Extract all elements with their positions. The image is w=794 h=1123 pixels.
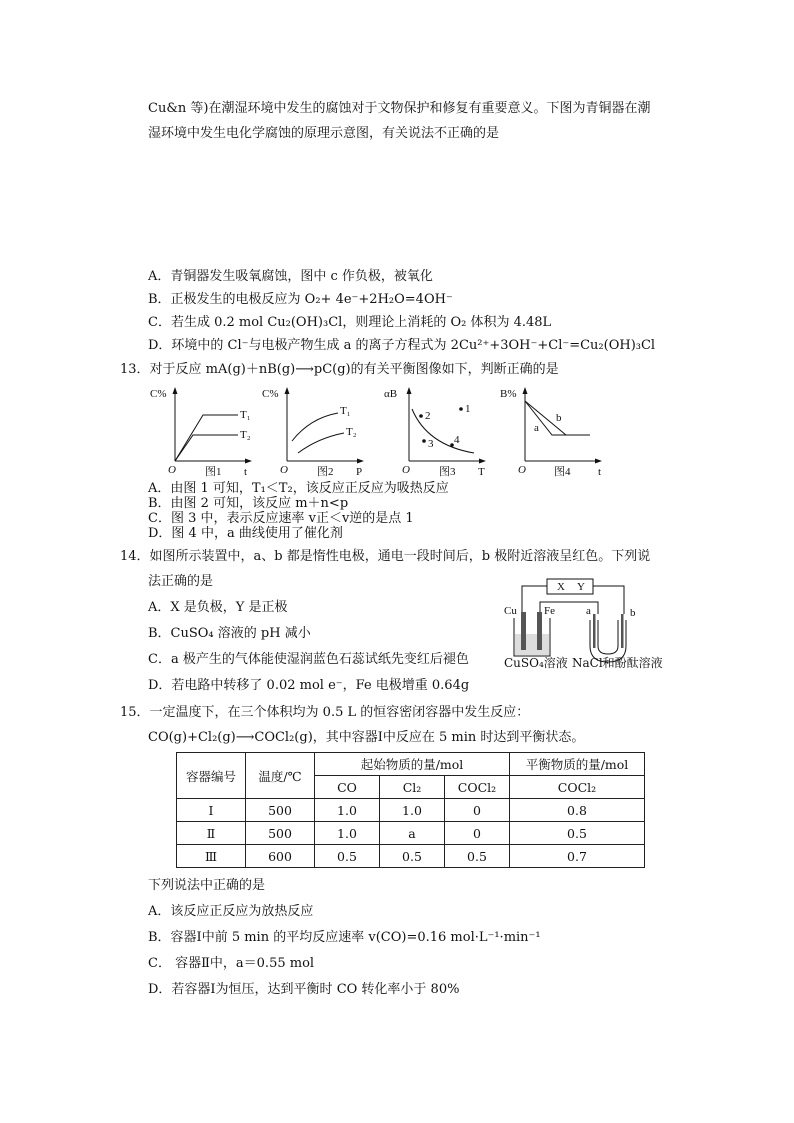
b-electrode-label: b [630,607,636,619]
q14-stem-line2: 法正确的是 [148,574,214,589]
fig1-curve-t1: T₁ [240,409,251,421]
q12-option-a: A．青铜器发生吸氧腐蚀，图中 c 作负极，被氧化 [148,269,433,284]
q12-option-c: C．若生成 0.2 mol Cu₂(OH)₃Cl，则理论上消耗的 O₂ 体积为 4.48L [148,315,552,330]
fe-electrode-label: Fe [544,605,555,617]
q13-option-b: B．由图 2 可知，该反应 m＋n<p [148,496,349,511]
table-cell: Ⅰ [177,799,246,822]
power-x-label: X [557,581,565,593]
table-cell: Ⅱ [177,822,246,845]
fig3-point-4: 4 [454,434,460,446]
cu-electrode-label: Cu [504,605,517,617]
table-cell: 0.8 [510,799,645,822]
table-row [177,845,645,868]
electrolysis-apparatus [502,574,672,674]
fig4-origin: O [518,464,526,476]
q15-option-c: C． 容器Ⅱ中，a＝0.55 mol [148,956,315,971]
table-cell: 0.5 [315,845,380,868]
q13-option-a: A．由图 1 可知，T₁＜T₂，该反应正反应为吸热反应 [148,481,449,496]
subheader-eq-cocl2: COCl₂ [510,776,645,799]
q12-option-b: B．正极发生的电极反应为 O₂+ 4e⁻+2H₂O=4OH⁻ [148,292,453,307]
q14-option-d: D．若电路中转移了 0.02 mol e⁻，Fe 电极增重 0.64g [148,678,470,693]
q12-intro-line2: 湿环境中发生电化学腐蚀的原理示意图，有关说法不正确的是 [148,126,500,141]
fig3-caption: 图3 [439,466,456,478]
table-row [177,799,645,822]
fig2-curve-t2: T₂ [346,426,357,438]
q13-figure-3 [382,383,492,482]
table-cell: 0.5 [510,822,645,845]
fig1-origin: O [168,464,176,476]
table-cell: 1.0 [380,799,445,822]
q15-stem-line2: CO(g)+Cl₂(g)⟶COCl₂(g)，其中容器Ⅰ中反应在 5 min 时达到平衡状态。 [148,730,585,745]
fig3-origin: O [402,464,410,476]
q14-stem-line1: 14．如图所示装置中，a、b 都是惰性电极，通电一段时间后，b 极附近溶液呈红色。下列说 [120,549,651,564]
subheader-cocl2: COCl₂ [445,776,510,799]
subheader-co: CO [315,776,380,799]
fig2-curve-t1: T₁ [340,405,351,417]
q14-option-a: A．X 是负极，Y 是正极 [148,600,288,615]
fig1-curve-t2: T₂ [240,429,251,441]
fig4-x-label: t [598,466,602,478]
header-equilibrium-amount: 平衡物质的量/mol [510,753,645,776]
table-cell: Ⅲ [177,845,246,868]
q13-figures [148,383,618,478]
fig3-y-label: αB [384,388,398,400]
header-container: 容器编号 [177,753,246,799]
a-electrode-label: a [586,605,591,617]
q13-figure-1 [148,383,258,482]
fig3-point-3: 3 [428,438,434,450]
table-cell: 1.0 [315,822,380,845]
q13-figure-4 [498,383,610,482]
power-y-label: Y [577,581,585,593]
q12-intro-line1: Cu&n 等)在潮湿环境中发生的腐蚀对于文物保护和修复有重要意义。下图为青铜器在潮 [148,101,651,116]
table-cell: 500 [246,799,315,822]
subheader-cl2: Cl₂ [380,776,445,799]
table-cell: 0 [445,799,510,822]
header-temperature: 温度/℃ [246,753,315,799]
fig3-point-1: 1 [465,403,471,415]
q15-option-b: B．容器Ⅰ中前 5 min 的平均反应速率 v(CO)=0.16 mol·L⁻¹·min⁻¹ [148,930,541,945]
q15-option-a: A．该反应正反应为放热反应 [148,904,314,919]
fig3-x-label: T [478,466,485,478]
fig1-y-label: C% [150,388,167,400]
fig2-caption: 图2 [317,466,334,478]
q15-option-d: D．若容器Ⅰ为恒压，达到平衡时 CO 转化率小于 80% [148,982,460,997]
fig2-x-label: P [356,466,363,478]
q12-option-d: D．环境中的 Cl⁻与电极产物生成 a 的离子方程式为 2Cu²⁺+3OH⁻+Cl⁻=Cu₂(OH)₃Cl [148,338,656,353]
fig4-curve-a: a [534,422,539,434]
fig4-curve-b: b [556,412,562,424]
table-cell: 500 [246,822,315,845]
fig4-y-label: B% [500,388,517,400]
fig1-caption: 图1 [205,466,222,478]
q13-stem: 13．对于反应 mA(g)＋nB(g)⟶pC(g)的有关平衡图像如下，判断正确的是 [120,362,559,377]
q14-option-c: C．a 极产生的气体能使湿润蓝色石蕊试纸先变红后褪色 [148,652,469,667]
table-cell: 600 [246,845,315,868]
q15-question: 下列说法中正确的是 [148,878,266,893]
fig2-y-label: C% [262,388,279,400]
table-cell: 0.7 [510,845,645,868]
fig4-caption: 图4 [554,466,571,478]
fig2-origin: O [280,464,288,476]
q14-option-b: B．CuSO₄ 溶液的 pH 减小 [148,626,311,641]
q13-option-d: D．图 4 中，a 曲线使用了催化剂 [148,526,343,541]
equilibrium-table [176,752,645,868]
cuso4-solution-label: CuSO₄溶液 [504,656,568,670]
table-cell: a [380,822,445,845]
fig1-x-label: t [244,466,248,478]
table-cell: 0.5 [445,845,510,868]
header-initial-amount: 起始物质的量/mol [315,753,510,776]
q15-stem-line1: 15．一定温度下，在三个体积均为 0.5 L 的恒容密闭容器中发生反应： [120,705,530,720]
q13-figure-2 [260,383,370,482]
fig3-point-2: 2 [425,410,431,422]
table-cell: 1.0 [315,799,380,822]
q13-option-c: C．图 3 中，表示反应速率 v正＜v逆的是点 1 [148,511,414,526]
table-row [177,822,645,845]
nacl-solution-label: NaCl和酚酞溶液 [572,656,663,670]
table-cell: 0 [445,822,510,845]
table-cell: 0.5 [380,845,445,868]
